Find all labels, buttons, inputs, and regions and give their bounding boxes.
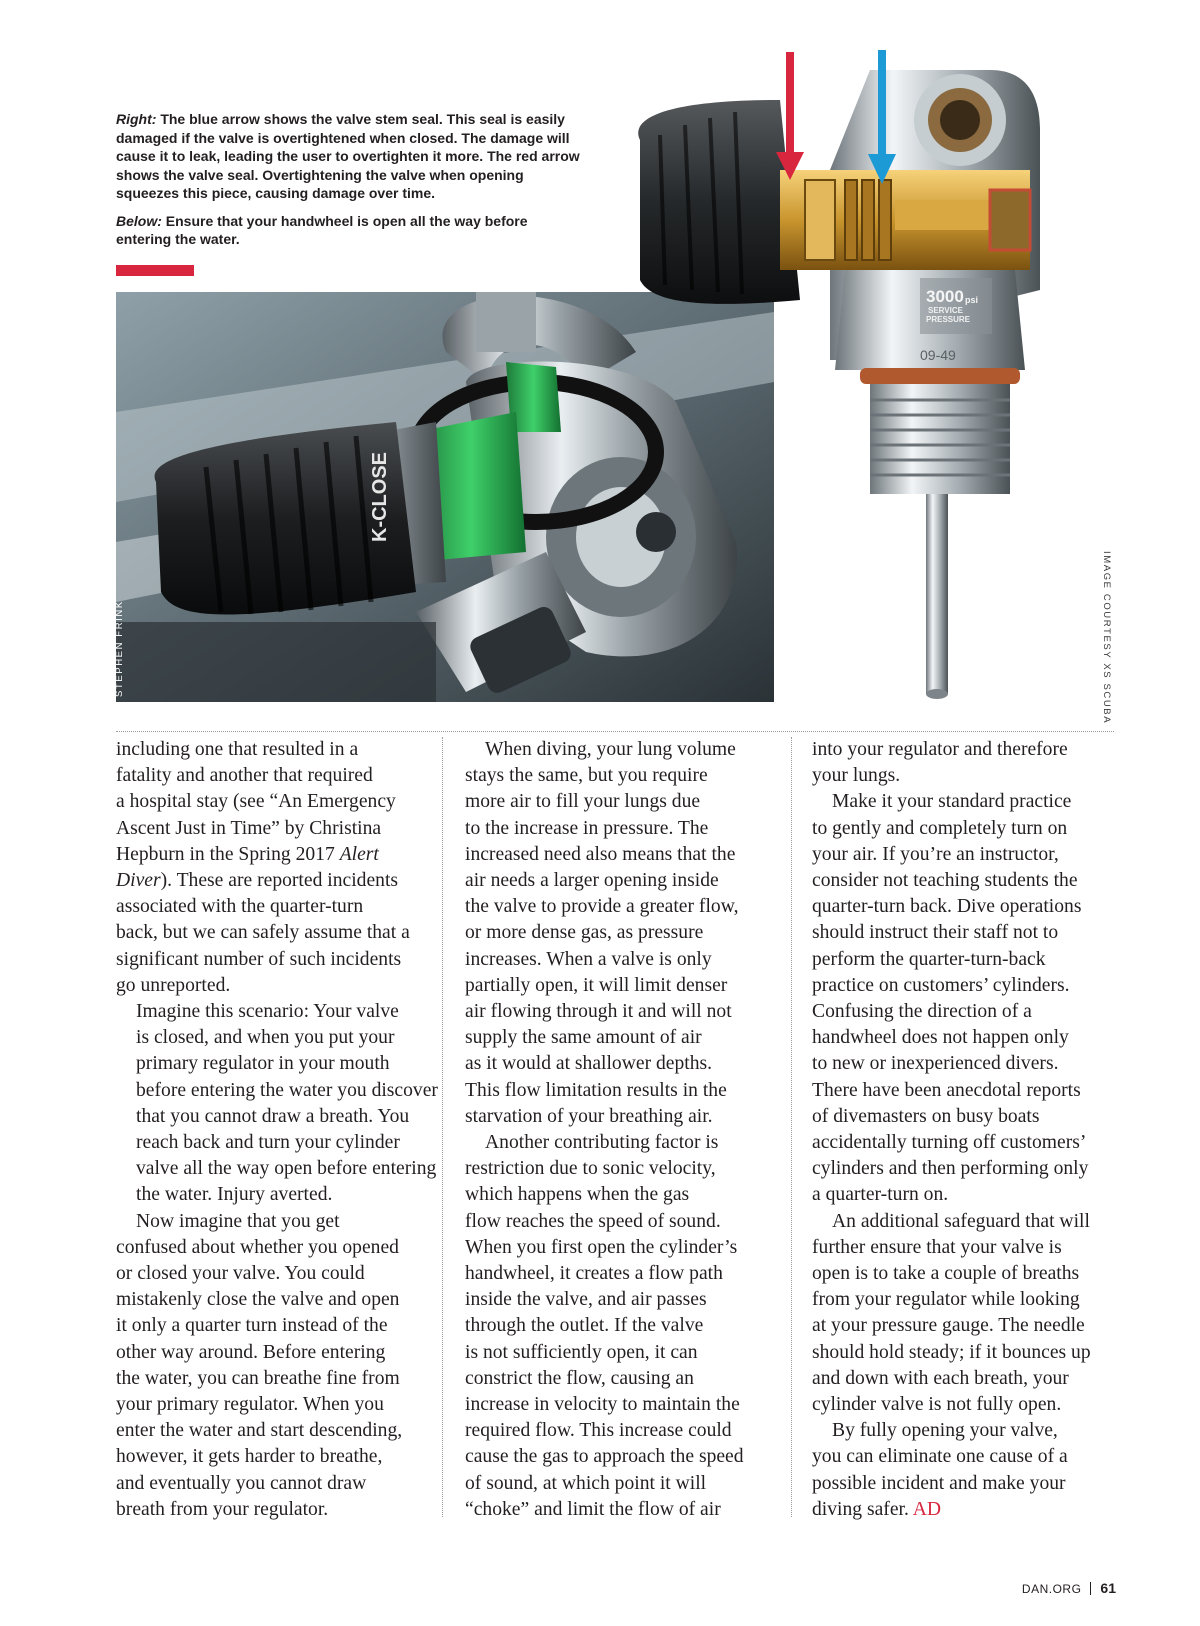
text-line: primary regulator in your mouth xyxy=(136,1053,390,1075)
text-line: cylinders and then performing only xyxy=(812,1158,1089,1180)
text-line: Another contributing factor is xyxy=(485,1132,719,1154)
text-line: air flowing through it and will not xyxy=(465,1001,732,1023)
text-segment: Hepburn in the Spring 2017 xyxy=(116,843,340,865)
text-line: your lungs. xyxy=(812,765,901,787)
text-line: breath from your regulator. xyxy=(116,1498,329,1520)
text-line: Ascent Just in Time” by Christina xyxy=(116,817,382,839)
text-line: your primary regulator. When you xyxy=(116,1394,384,1416)
photo-credit-stephen-frink: STEPHEN FRINK xyxy=(114,600,125,697)
text-line: flow reaches the speed of sound. xyxy=(465,1210,721,1232)
text-line: which happens when the gas xyxy=(465,1184,690,1206)
text-line: By fully opening your valve, xyxy=(832,1420,1058,1442)
text-line: stays the same, but you require xyxy=(465,765,708,787)
text-line: accidentally turning off customers’ xyxy=(812,1132,1087,1154)
text-line: back, but we can safely assume that a xyxy=(116,922,410,944)
paragraph xyxy=(116,999,438,1209)
text-line: at your pressure gauge. The needle xyxy=(812,1315,1085,1337)
right-caption-label: Right: xyxy=(116,111,157,127)
text-line: mistakenly close the valve and open xyxy=(116,1289,400,1311)
text-line: restriction due to sonic velocity, xyxy=(465,1158,716,1180)
text-line: supply the same amount of air xyxy=(465,1027,702,1049)
article-column-3 xyxy=(812,737,1118,1523)
text-line: air needs a larger opening inside xyxy=(465,870,719,892)
text-line: other way around. Before entering xyxy=(116,1341,386,1363)
text-line: it only a quarter turn instead of the xyxy=(116,1315,388,1337)
pressure-label: PRESSURE xyxy=(926,315,971,324)
below-caption-text: Ensure that your handwheel is open all the way before entering the water. xyxy=(116,212,528,247)
paragraph xyxy=(465,1130,775,1523)
text-line: your air. If you’re an instructor, xyxy=(812,843,1059,865)
below-caption-label: Below: xyxy=(116,212,162,229)
text-line: significant number of such incidents xyxy=(116,948,402,970)
text-line: There have been anecdotal reports xyxy=(812,1079,1081,1101)
text-line: and down with each breath, your xyxy=(812,1367,1069,1389)
paragraph xyxy=(812,737,1118,789)
text-line: into your regulator and therefore xyxy=(812,739,1068,760)
text-line: quarter-turn back. Dive operations xyxy=(812,896,1082,918)
section-divider xyxy=(116,731,1114,732)
end-mark: AD xyxy=(912,1498,941,1520)
text-line: increased need also means that the xyxy=(465,843,736,865)
text-line: however, it gets harder to breathe, xyxy=(116,1446,383,1468)
text-line: handwheel does not happen only xyxy=(812,1027,1069,1049)
text-line: possible incident and make your xyxy=(812,1472,1066,1494)
publication-title: Diver xyxy=(116,870,161,892)
text-line: as it would at shallower depths. xyxy=(465,1053,713,1075)
text-line: cause the gas to approach the speed xyxy=(465,1446,744,1468)
text-line: perform the quarter-turn-back xyxy=(812,948,1046,970)
paragraph xyxy=(116,1209,422,1523)
text-line: a quarter-turn on. xyxy=(812,1184,949,1206)
text-line: is not sufficiently open, it can xyxy=(465,1341,698,1363)
right-caption-text: The blue arrow shows the valve stem seal. This seal is easily damaged if the valve is overtightened when closed. The damage will cause it to leak, leading the user to overtighten it more. The red arrow shows the valve seal. Overtightening the valve when opening squeezes this piece, causing damage over time. xyxy=(116,111,580,201)
text-line: valve all the way open before entering xyxy=(136,1158,437,1180)
text-line: Imagine this scenario: Your valve xyxy=(136,1001,399,1023)
text-line: or more dense gas, as pressure xyxy=(465,922,704,944)
text-line: the valve to provide a greater flow, xyxy=(465,896,739,918)
text-line: from your regulator while looking xyxy=(812,1289,1080,1311)
pressure-unit: psi xyxy=(965,295,979,305)
text-line: When you first open the cylinder’s xyxy=(465,1236,738,1258)
text-line: This flow limitation results in the xyxy=(465,1079,727,1101)
text-line: handwheel, it creates a flow path xyxy=(465,1263,723,1285)
text-line: the water. Injury averted. xyxy=(136,1184,333,1206)
text-line: reach back and turn your cylinder xyxy=(136,1132,400,1154)
paragraph xyxy=(465,737,775,1130)
text-segment: diving safer. xyxy=(812,1498,913,1520)
valve-cutaway-image xyxy=(630,40,1070,720)
text-line: partially open, it will limit denser xyxy=(465,974,728,996)
below-caption xyxy=(116,212,586,249)
text-line: and eventually you cannot draw xyxy=(116,1472,367,1494)
text-line: required flow. This increase could xyxy=(465,1420,732,1442)
text-line: Make it your standard practice xyxy=(832,791,1072,813)
text-line: Now imagine that you get xyxy=(136,1210,340,1232)
site-url: DAN.ORG xyxy=(1021,1582,1082,1596)
text-line: fatality and another that required xyxy=(116,765,373,787)
photo-captions xyxy=(116,110,586,258)
paragraph xyxy=(812,1418,1118,1523)
text-line: that you cannot draw a breath. You xyxy=(136,1105,410,1127)
right-caption xyxy=(116,110,586,203)
text-line: inside the valve, and air passes xyxy=(465,1289,707,1311)
service-label: SERVICE xyxy=(928,306,963,315)
text-line: a hospital stay (see “An Emergency xyxy=(116,791,396,813)
text-line: constrict the flow, causing an xyxy=(465,1367,694,1389)
text-line: increase in velocity to maintain the xyxy=(465,1394,740,1416)
image-credit-xs-scuba: IMAGE COURTESY XS SCUBA xyxy=(1101,551,1112,725)
text-line: go unreported. xyxy=(116,974,231,996)
text-line: When diving, your lung volume xyxy=(485,739,736,760)
text-line: starvation of your breathing air. xyxy=(465,1105,713,1127)
publication-title: Alert xyxy=(339,843,379,865)
text-line: through the outlet. If the valve xyxy=(465,1315,704,1337)
text-line: to new or inexperienced divers. xyxy=(812,1053,1059,1075)
text-line xyxy=(116,842,422,868)
text-line: is closed, and when you put your xyxy=(136,1027,395,1049)
text-line xyxy=(116,868,422,894)
article-column-1 xyxy=(116,737,438,1523)
text-line: or closed your valve. You could xyxy=(116,1263,365,1285)
column-divider xyxy=(442,737,443,1517)
text-line: of sound, at which point it will xyxy=(465,1472,707,1494)
paragraph xyxy=(812,1209,1118,1419)
text-line xyxy=(812,1497,1118,1523)
text-line: open is to take a couple of breaths xyxy=(812,1263,1080,1285)
text-line: should instruct their staff not to xyxy=(812,922,1059,944)
text-line: to gently and completely turn on xyxy=(812,817,1068,839)
paragraph xyxy=(116,737,422,999)
text-line: associated with the quarter-turn xyxy=(116,896,364,918)
text-line: An additional safeguard that will xyxy=(832,1210,1090,1232)
caption-accent-bar xyxy=(116,265,194,276)
pressure-rating: 3000 xyxy=(926,287,964,306)
text-line: practice on customers’ cylinders. xyxy=(812,974,1070,996)
article-column-2 xyxy=(465,737,775,1523)
text-line: consider not teaching students the xyxy=(812,870,1078,892)
text-line: confused about whether you opened xyxy=(116,1236,399,1258)
text-line: including one that resulted in a xyxy=(116,739,359,760)
text-line: you can eliminate one cause of a xyxy=(812,1446,1068,1468)
text-line: before entering the water you discover xyxy=(136,1079,438,1101)
text-segment: ). These are reported incidents xyxy=(160,870,399,892)
page-footer xyxy=(1000,1580,1116,1596)
text-line: more air to fill your lungs due xyxy=(465,791,701,813)
paragraph xyxy=(812,789,1118,1208)
text-line: enter the water and start descending, xyxy=(116,1420,403,1442)
text-line: to the increase in pressure. The xyxy=(465,817,709,839)
text-line: cylinder valve is not fully open. xyxy=(812,1394,1062,1416)
text-line: the water, you can breathe fine from xyxy=(116,1367,400,1389)
column-divider xyxy=(791,737,792,1517)
text-line: should hold steady; if it bounces up xyxy=(812,1341,1091,1363)
date-stamp: 09-49 xyxy=(920,347,956,363)
text-line: further ensure that your valve is xyxy=(812,1236,1062,1258)
handwheel-label: K-CLOSE xyxy=(369,452,391,542)
page-number: 61 xyxy=(1100,1580,1116,1596)
text-line: Confusing the direction of a xyxy=(812,1001,1032,1023)
text-line: of divemasters on busy boats xyxy=(812,1105,1040,1127)
text-line: increases. When a valve is only xyxy=(465,948,712,970)
text-line: “choke” and limit the flow of air xyxy=(465,1498,721,1520)
footer-separator xyxy=(1090,1582,1091,1595)
